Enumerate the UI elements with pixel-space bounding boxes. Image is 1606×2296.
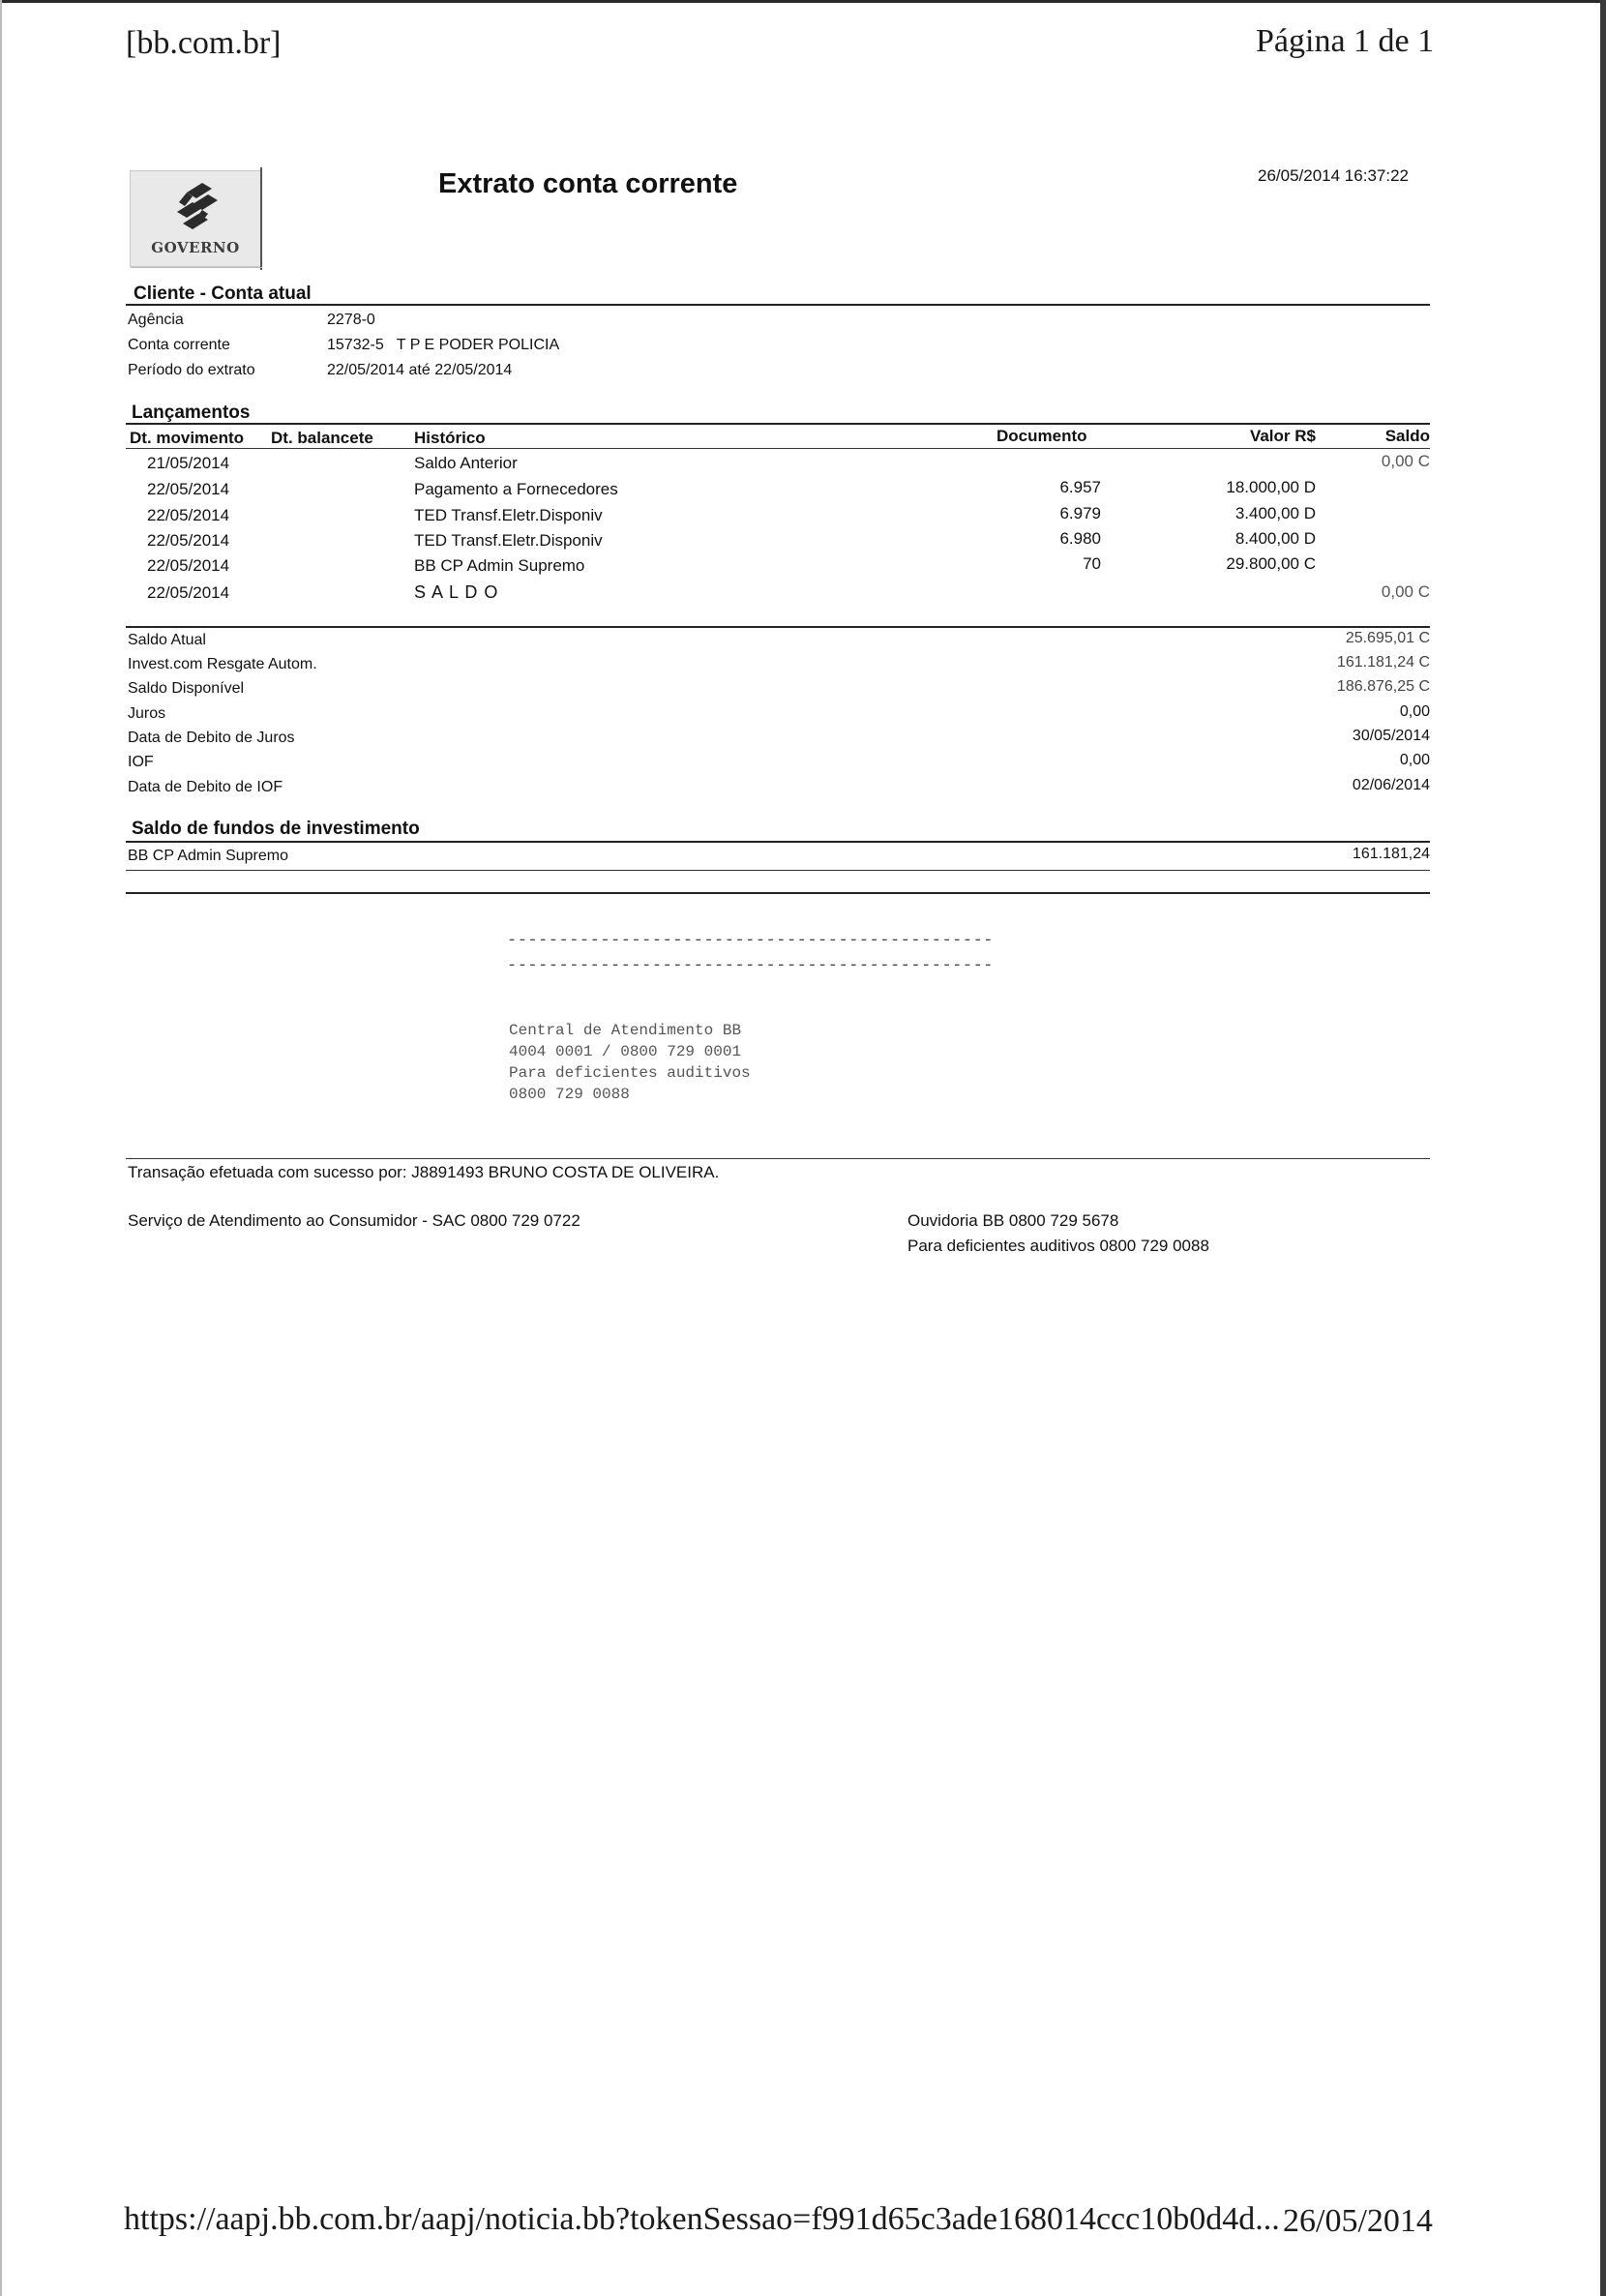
row-documento: 6.979 [1059,504,1101,522]
agencia-label: Agência [128,312,184,328]
lancamentos-divider [126,423,1430,425]
resumo-value: 186.876,25 C [1336,678,1430,695]
col-historico: Histórico [414,429,486,447]
resumo-value: 0,00 [1399,752,1430,768]
resumo-value: 30/05/2014 [1352,728,1430,744]
central-line: 4004 0001 / 0800 729 0001 [509,1043,742,1060]
logo-governo-text: GOVERNO [151,239,240,256]
resumo-label: Saldo Atual [128,632,206,648]
ouvidoria-text: Ouvidoria BB 0800 729 5678 [907,1211,1119,1230]
row-dt-movimento: 22/05/2014 [147,480,230,498]
fundos-heading: Saldo de fundos de investimento [132,819,420,839]
central-line: Para deficientes auditivos [509,1064,751,1082]
row-historico: Pagamento a Fornecedores [414,480,618,498]
row-documento: 70 [1083,554,1101,573]
row-documento: 6.957 [1059,478,1101,496]
resumo-value: 161.181,24 C [1336,654,1430,671]
fundos-bottom-rule [126,870,1430,871]
central-line: Central de Atendimento BB [509,1022,742,1039]
page-indicator: Página 1 de 1 [1256,23,1435,59]
row-dt-movimento: 22/05/2014 [147,506,230,524]
row-valor: 3.400,00 D [1234,504,1316,522]
resumo-label: Saldo Disponível [128,680,245,697]
cliente-divider [126,304,1430,306]
col-valor: Valor R$ [1249,427,1316,445]
fundos-divider [126,841,1430,843]
bb-governo-logo [130,170,261,267]
row-historico: TED Transf.Eletr.Disponiv [414,506,603,524]
row-valor: 18.000,00 D [1226,478,1316,496]
page-title: Extrato conta corrente [438,168,738,199]
resumo-value: 02/06/2014 [1352,777,1430,793]
resumo-divider [126,626,1430,628]
row-historico: Saldo Anterior [414,454,518,472]
row-historico: TED Transf.Eletr.Disponiv [414,531,603,550]
row-dt-movimento: 22/05/2014 [147,583,230,602]
row-dt-movimento: 22/05/2014 [147,531,230,550]
row-dt-movimento: 22/05/2014 [147,556,230,575]
separator-dashes: ----------------------------------------------- [507,957,994,975]
statement-timestamp: 26/05/2014 16:37:22 [1258,166,1409,185]
deficientes-text: Para deficientes auditivos 0800 729 0088 [907,1237,1209,1255]
scan-border-left [0,0,2,2296]
resumo-label: IOF [128,754,154,770]
resumo-label: Invest.com Resgate Autom. [128,656,317,672]
periodo-value: 22/05/2014 até 22/05/2014 [327,362,513,378]
periodo-label: Período do extrato [128,362,255,378]
print-date: 26/05/2014 [1283,2203,1433,2239]
row-documento: 6.980 [1059,529,1101,548]
conta-label: Conta corrente [128,337,230,353]
row-historico: BB CP Admin Supremo [414,556,585,575]
resumo-label: Data de Debito de Juros [128,730,295,746]
resumo-value: 0,00 [1399,703,1430,720]
fundo-value: 161.181,24 [1352,846,1430,862]
bb-logo-icon [173,181,222,231]
separator-dashes: ----------------------------------------------- [507,932,994,950]
resumo-label: Data de Debito de IOF [128,779,283,795]
header-row-divider [126,448,1430,449]
row-saldo: 0,00 C [1381,582,1430,601]
row-historico: S A L D O [414,582,499,602]
scan-border-top [0,0,1606,3]
sac-text: Serviço de Atendimento ao Consumidor - SAC 0800 729 0722 [128,1211,580,1230]
resumo-value: 25.695,01 C [1345,630,1430,646]
page-url: https://aapj.bb.com.br/aapj/noticia.bb?tokenSessao=f991d65c3ade168014ccc10b0d4d... [124,2201,1280,2237]
agencia-value: 2278-0 [327,312,375,328]
col-dt-balancete: Dt. balancete [271,429,373,447]
row-valor: 8.400,00 D [1234,529,1316,548]
resumo-label: Juros [128,705,166,722]
col-saldo: Saldo [1384,427,1430,445]
cliente-heading: Cliente - Conta atual [134,283,312,304]
col-dt-movimento: Dt. movimento [130,429,245,447]
site-header: [bb.com.br] [126,25,282,61]
fundo-name: BB CP Admin Supremo [128,848,289,864]
fundos-close-rule [126,892,1430,894]
col-documento: Documento [996,427,1087,445]
row-valor: 29.800,00 C [1226,554,1316,573]
footer-rule [126,1158,1430,1159]
row-dt-movimento: 21/05/2014 [147,454,230,472]
conta-value: 15732-5 T P E PODER POLICIA [327,337,560,353]
lancamentos-heading: Lançamentos [132,403,251,423]
central-line: 0800 729 0088 [509,1086,630,1103]
scan-border-right [1600,0,1606,2296]
row-saldo: 0,00 C [1381,452,1430,470]
transacao-text: Transação efetuada com sucesso por: J8891493 BRUNO COSTA DE OLIVEIRA. [128,1163,720,1181]
